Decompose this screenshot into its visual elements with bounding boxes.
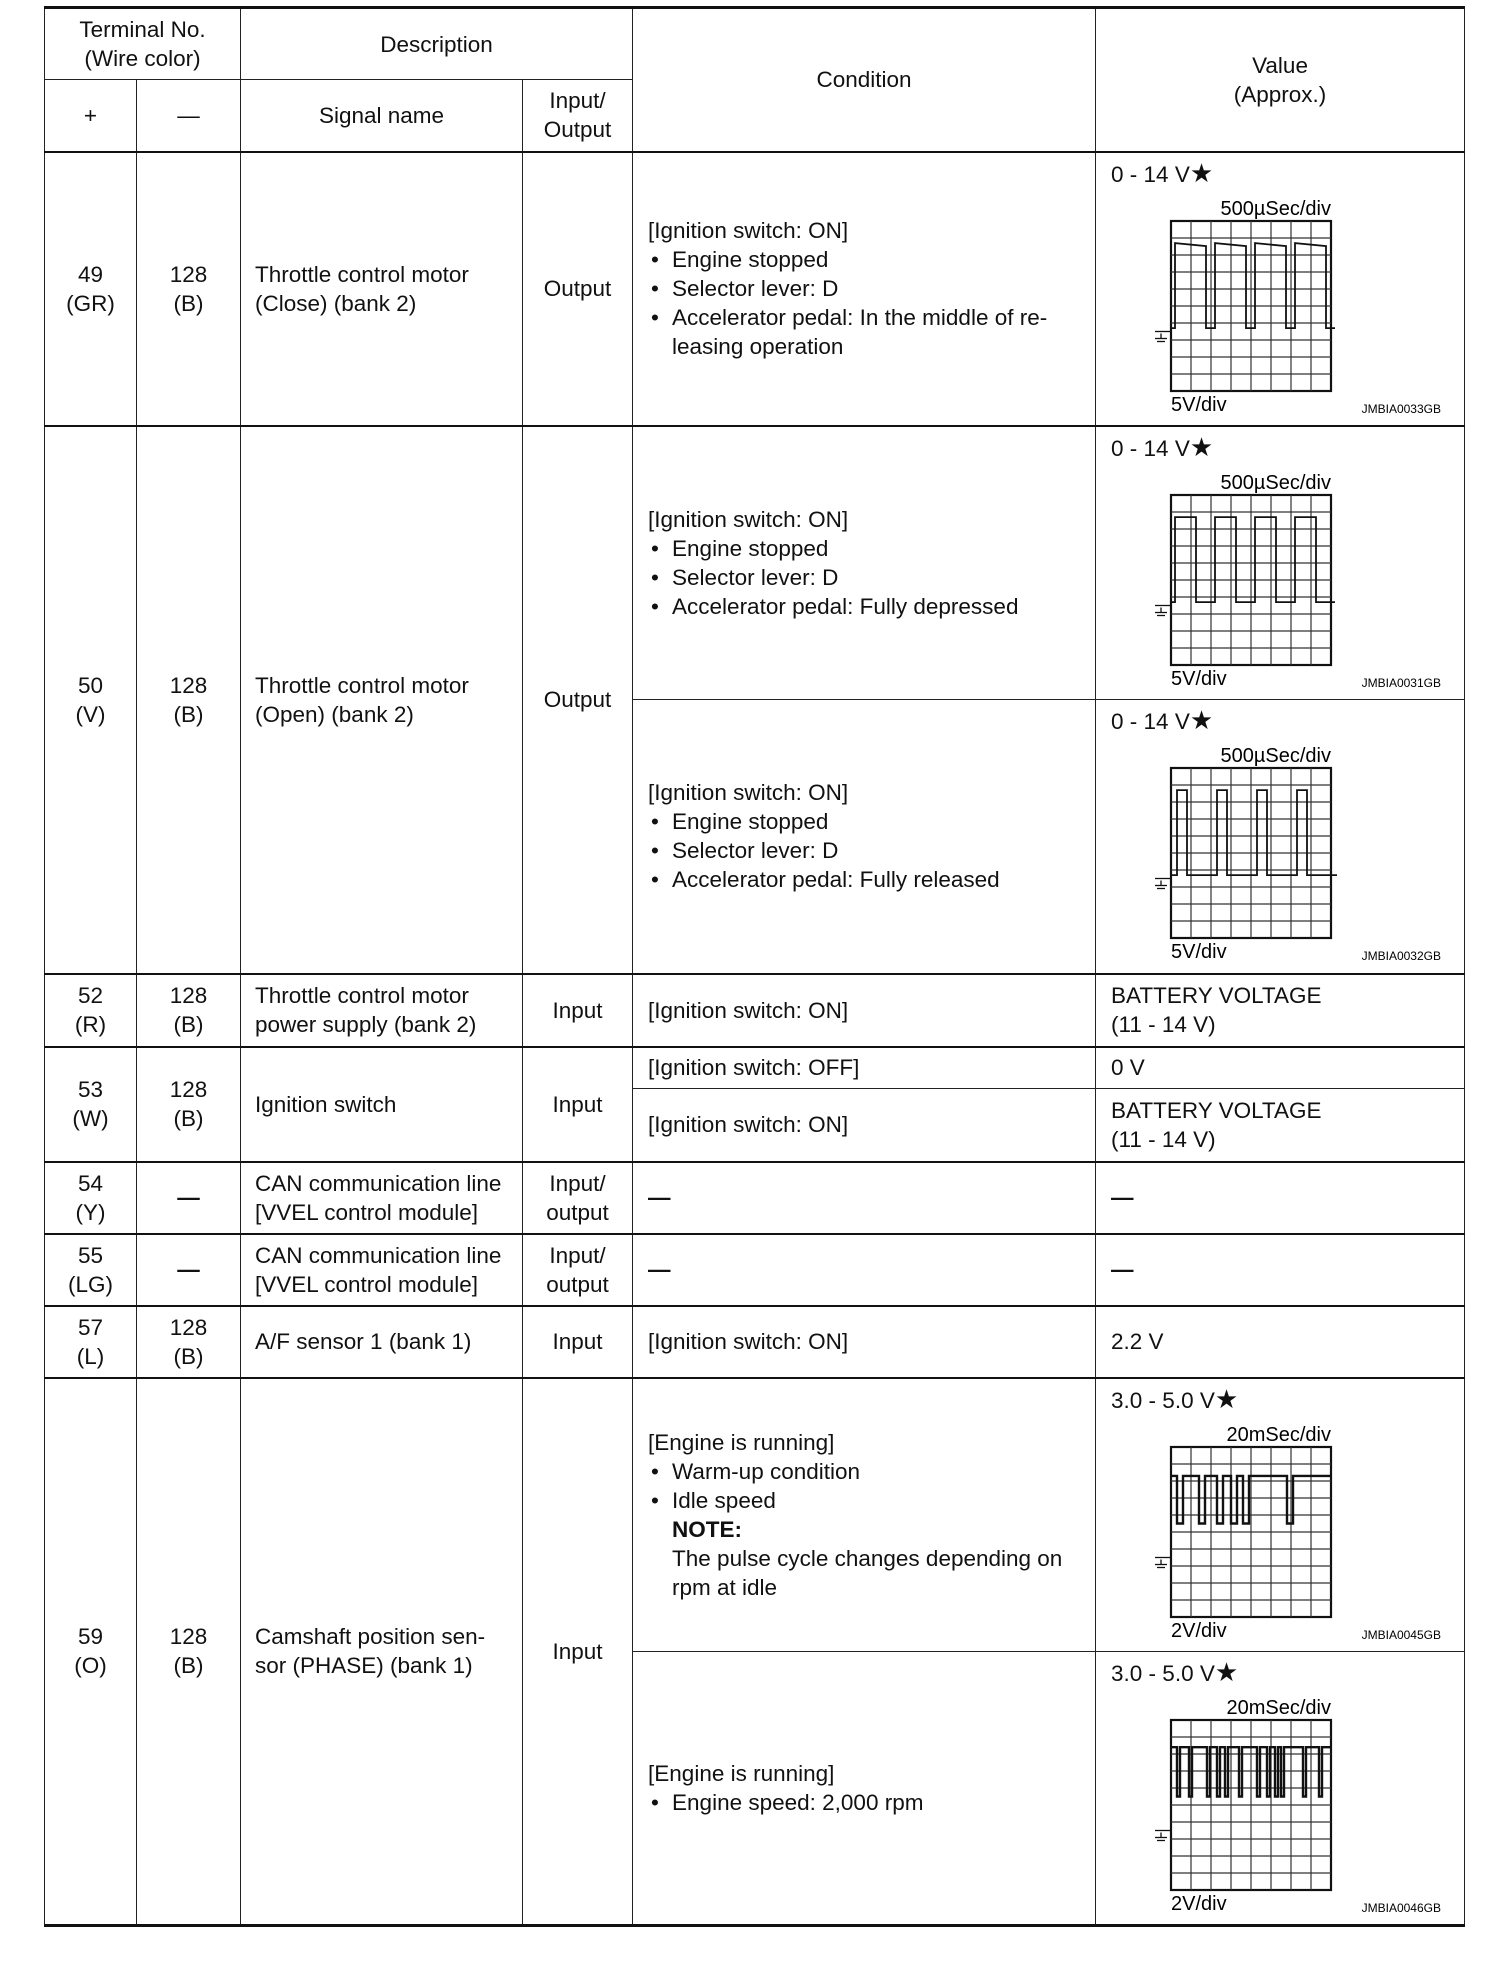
io-text: output — [546, 1199, 609, 1225]
value-cell — [1096, 974, 1465, 1047]
io-cell — [523, 1234, 633, 1306]
volt-div-label: 2V/div — [1171, 1893, 1227, 1915]
io-cell: Input — [523, 1306, 633, 1378]
condition-cell: [Ignition switch: OFF] — [633, 1047, 1096, 1089]
value-cell — [1096, 152, 1465, 426]
condition-bullet — [648, 303, 1087, 361]
wire-color: (GR) — [66, 290, 115, 316]
minus-terminal: — — [137, 1234, 241, 1306]
condition-head: [Engine is running] — [648, 1429, 835, 1455]
io-header — [523, 80, 633, 152]
table-row — [45, 1162, 1465, 1234]
condition-bullet: • Selector lever: D — [648, 836, 1087, 865]
ground-icon — [1155, 879, 1171, 889]
plus-terminal — [45, 1306, 137, 1378]
plus-terminal — [45, 1162, 137, 1234]
table-row — [45, 426, 1465, 700]
approx-label: (Approx.) — [1233, 81, 1327, 107]
minus-terminal — [137, 1306, 241, 1378]
condition-bullet: • Engine stopped — [648, 807, 1087, 836]
plus-terminal — [45, 426, 137, 974]
wire-color-label: (Wire color) — [84, 46, 201, 71]
time-div-label: 500µSec/div — [1220, 745, 1332, 767]
ground-icon — [1155, 1557, 1171, 1567]
value-text — [1111, 433, 1464, 463]
value-text: (11 - 14 V) — [1111, 1126, 1216, 1152]
ground-icon — [1155, 331, 1171, 341]
table-row — [45, 974, 1465, 1047]
condition-cell — [633, 426, 1096, 700]
plus-terminal — [45, 974, 137, 1047]
condition-bullet: • Accelerator pedal: Fully depressed — [648, 592, 1087, 621]
plus-terminal — [45, 1378, 137, 1926]
condition-cell — [633, 700, 1096, 974]
condition-head: [Ignition switch: ON] — [648, 780, 849, 806]
value-range: 0 - 14 V — [1111, 161, 1190, 187]
wire-color: (B) — [173, 701, 204, 727]
oscilloscope-waveform — [1111, 1690, 1451, 1922]
signal-name — [241, 1234, 523, 1306]
signal-line: [VVEL control module] — [255, 1271, 479, 1297]
signal-line: CAN communication line — [255, 1242, 502, 1268]
plus-header: + — [45, 80, 137, 152]
wire-color: (Y) — [75, 1199, 106, 1225]
terminal-number: 54 — [77, 1170, 104, 1196]
signal-line: Throttle control motor — [255, 261, 469, 287]
star-icon: ★ — [1189, 705, 1214, 735]
ground-icon — [1155, 605, 1171, 615]
io-cell: Output — [523, 426, 633, 974]
condition-head: [Engine is running] — [648, 1761, 835, 1786]
volt-div-label: 5V/div — [1171, 667, 1227, 690]
wire-color: (W) — [72, 1106, 109, 1131]
bullet-text: leasing operation — [672, 334, 844, 359]
io-text: output — [546, 1271, 609, 1297]
condition-cell: — — [633, 1162, 1096, 1234]
wire-color: (B) — [173, 1106, 204, 1131]
time-div-label: 500µSec/div — [1220, 197, 1332, 220]
terminal-number: 128 — [169, 1314, 208, 1340]
volt-div-label: 2V/div — [1171, 1619, 1227, 1642]
value-text — [1111, 159, 1464, 189]
io-cell: Input — [523, 974, 633, 1047]
terminal-number: 55 — [77, 1242, 104, 1268]
terminal-number: 59 — [77, 1624, 104, 1650]
condition-bullet: • Engine stopped — [648, 245, 1087, 274]
plus-terminal — [45, 1234, 137, 1306]
terminal-no-header — [45, 8, 241, 80]
condition-cell — [633, 1378, 1096, 1652]
condition-bullet: • Selector lever: D — [648, 563, 1087, 592]
figure-code: JMBIA0046GB — [1361, 1901, 1442, 1915]
signal-line: Throttle control motor — [255, 983, 469, 1008]
io-text: Input/ — [549, 1242, 606, 1268]
io-cell: Input — [523, 1378, 633, 1926]
plus-terminal — [45, 152, 137, 426]
io-label-2: Output — [543, 117, 612, 143]
condition-bullet: • Warm-up condition — [648, 1457, 1087, 1486]
value-cell — [1096, 1089, 1465, 1162]
figure-code: JMBIA0032GB — [1361, 949, 1442, 963]
condition-bullet: • Accelerator pedal: Fully released — [648, 865, 1087, 894]
star-icon: ★ — [1214, 1383, 1239, 1414]
minus-terminal — [137, 426, 241, 974]
condition-cell: [Ignition switch: ON] — [633, 1306, 1096, 1378]
table-row — [45, 1234, 1465, 1306]
value-text — [1111, 706, 1464, 736]
table-row — [45, 1047, 1465, 1089]
oscilloscope-waveform — [1111, 1417, 1451, 1649]
waveform-trace — [1171, 790, 1337, 875]
time-div-label: 500µSec/div — [1220, 471, 1332, 494]
minus-terminal: — — [137, 1162, 241, 1234]
signal-line: (Close) (bank 2) — [255, 290, 417, 316]
plus-terminal — [45, 1047, 137, 1162]
wire-color: (L) — [76, 1343, 105, 1369]
minus-terminal — [137, 1378, 241, 1926]
io-text: Input/ — [549, 1170, 606, 1196]
io-cell: Input — [523, 1047, 633, 1162]
terminal-number: 50 — [77, 672, 104, 698]
table-row — [45, 1306, 1465, 1378]
condition-cell: — — [633, 1234, 1096, 1306]
signal-name — [241, 152, 523, 426]
note-text — [648, 1544, 1087, 1602]
value-range: 3.0 - 5.0 V — [1111, 1661, 1215, 1686]
star-icon: ★ — [1189, 157, 1214, 188]
figure-code: JMBIA0033GB — [1361, 401, 1442, 416]
terminal-number: 57 — [77, 1314, 104, 1340]
signal-line: Throttle control motor — [255, 672, 469, 698]
star-icon: ★ — [1189, 431, 1214, 462]
value-cell — [1096, 1652, 1465, 1926]
value-text: BATTERY VOLTAGE — [1111, 983, 1322, 1008]
terminal-number: 128 — [169, 1624, 208, 1650]
ecm-terminal-table — [44, 6, 1465, 1927]
terminal-number: 128 — [169, 672, 208, 698]
value-cell: — — [1096, 1162, 1465, 1234]
condition-cell: [Ignition switch: ON] — [633, 974, 1096, 1047]
wire-color: (B) — [173, 1653, 204, 1679]
description-header: Description — [241, 8, 633, 80]
value-text: BATTERY VOLTAGE — [1111, 1097, 1322, 1123]
value-cell: 2.2 V — [1096, 1306, 1465, 1378]
value-text — [1111, 1658, 1464, 1688]
condition-head: [Ignition switch: ON] — [648, 506, 849, 532]
signal-name: A/F sensor 1 (bank 1) — [241, 1306, 523, 1378]
terminal-number: 128 — [169, 1077, 208, 1102]
terminal-number: 128 — [169, 261, 208, 287]
volt-div-label: 5V/div — [1171, 393, 1227, 416]
terminal-number: 49 — [77, 261, 104, 287]
value-text — [1111, 1385, 1464, 1415]
time-div-label: 20mSec/div — [1226, 1697, 1332, 1719]
signal-name — [241, 1162, 523, 1234]
minus-terminal — [137, 152, 241, 426]
figure-code: JMBIA0045GB — [1361, 1627, 1442, 1642]
table-row — [45, 152, 1465, 426]
condition-cell — [633, 1652, 1096, 1926]
oscilloscope-waveform — [1111, 738, 1451, 970]
signal-line: (Open) (bank 2) — [255, 701, 414, 727]
note-line: The pulse cycle changes depending on — [672, 1545, 1063, 1571]
ground-icon — [1155, 1831, 1171, 1841]
signal-name: Ignition switch — [241, 1047, 523, 1162]
wire-color: (B) — [173, 290, 204, 316]
condition-header: Condition — [633, 8, 1096, 152]
value-cell — [1096, 426, 1465, 700]
signal-line: [VVEL control module] — [255, 1199, 479, 1225]
star-icon: ★ — [1214, 1657, 1239, 1687]
signal-line: Camshaft position sen- — [255, 1624, 486, 1650]
minus-header: — — [137, 80, 241, 152]
signal-line: power supply (bank 2) — [255, 1012, 477, 1037]
terminal-no-label: Terminal No. — [79, 17, 206, 42]
wire-color: (O) — [74, 1653, 107, 1679]
value-cell: 0 V — [1096, 1047, 1465, 1089]
signal-name — [241, 1378, 523, 1926]
time-div-label: 20mSec/div — [1226, 1423, 1332, 1446]
io-label-1: Input/ — [549, 88, 606, 114]
condition-bullet: • Idle speed — [648, 1486, 1087, 1515]
table-row — [45, 1378, 1465, 1652]
value-label: Value — [1252, 52, 1308, 78]
condition-cell — [633, 152, 1096, 426]
signal-line: sor (PHASE) (bank 1) — [255, 1653, 473, 1679]
value-range: 3.0 - 5.0 V — [1111, 1387, 1215, 1413]
value-text: (11 - 14 V) — [1111, 1012, 1216, 1037]
note-line: rpm at idle — [672, 1574, 778, 1600]
wire-color: (B) — [173, 1343, 204, 1369]
value-cell: — — [1096, 1234, 1465, 1306]
terminal-number: 53 — [77, 1077, 104, 1102]
minus-terminal — [137, 974, 241, 1047]
wire-color: (B) — [173, 1012, 204, 1037]
value-range: 0 - 14 V — [1111, 435, 1190, 461]
condition-bullet: • Selector lever: D — [648, 274, 1087, 303]
volt-div-label: 5V/div — [1171, 941, 1227, 963]
signal-name-header: Signal name — [241, 80, 523, 152]
io-cell: Output — [523, 152, 633, 426]
condition-bullet: • Engine speed: 2,000 rpm — [648, 1788, 1087, 1817]
io-cell — [523, 1162, 633, 1234]
wire-color: (R) — [74, 1012, 107, 1037]
note-label: NOTE: — [672, 1516, 743, 1542]
value-range: 0 - 14 V — [1111, 709, 1190, 734]
signal-name — [241, 426, 523, 974]
wire-color: (V) — [75, 701, 106, 727]
minus-terminal — [137, 1047, 241, 1162]
wire-color: (LG) — [68, 1271, 113, 1297]
condition-cell: [Ignition switch: ON] — [633, 1089, 1096, 1162]
signal-line: CAN communication line — [255, 1170, 502, 1196]
terminal-table-page — [44, 6, 1464, 1927]
condition-head: [Ignition switch: ON] — [648, 218, 849, 243]
value-cell — [1096, 700, 1465, 974]
condition-bullet: • Engine stopped — [648, 534, 1087, 563]
bullet-text: Accelerator pedal: In the middle of re- — [672, 305, 1048, 330]
signal-name — [241, 974, 523, 1047]
terminal-number: 52 — [77, 983, 104, 1008]
oscilloscope-waveform — [1111, 465, 1451, 697]
oscilloscope-waveform — [1111, 191, 1451, 423]
figure-code: JMBIA0031GB — [1361, 675, 1442, 690]
value-cell — [1096, 1378, 1465, 1652]
value-header — [1096, 8, 1465, 152]
terminal-number: 128 — [169, 983, 208, 1008]
